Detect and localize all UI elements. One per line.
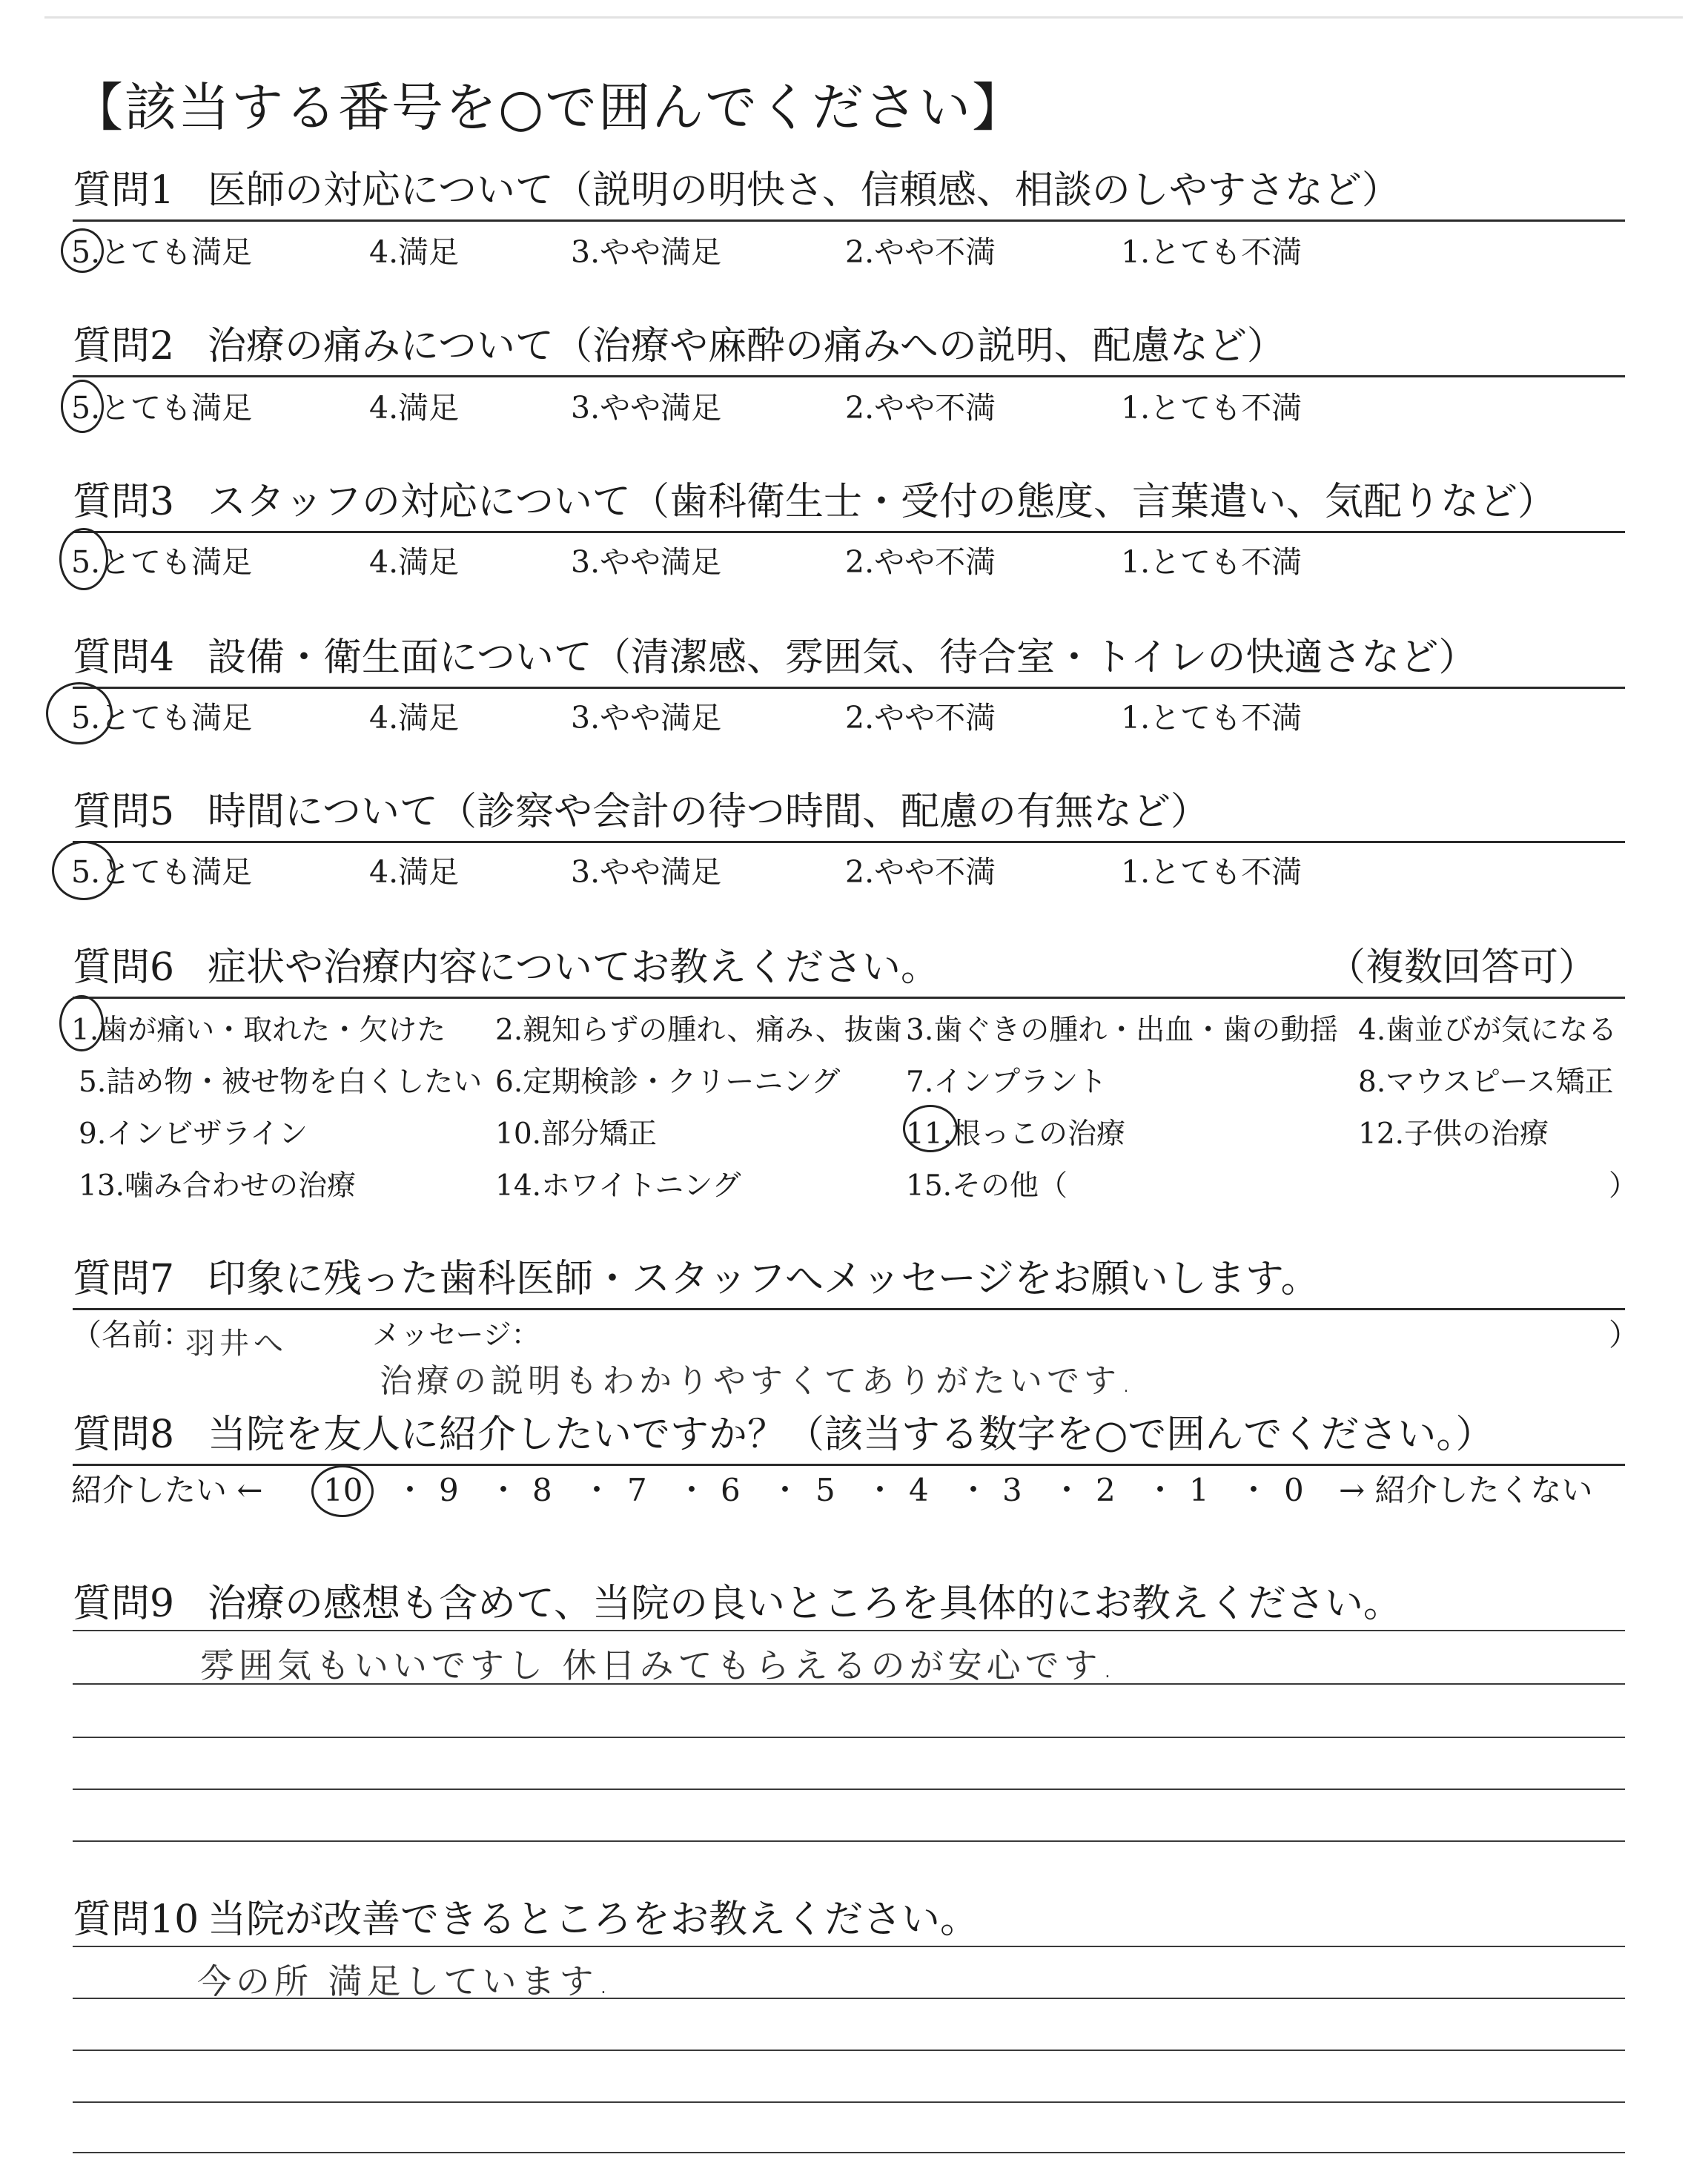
question-10 xyxy=(73,1894,979,1946)
question-3 xyxy=(73,476,1556,528)
scale-value-10[interactable]: 10 xyxy=(323,1472,363,1508)
question-8 xyxy=(73,1409,1494,1461)
question-number: 質問9 xyxy=(73,1582,175,1626)
rating-option-1[interactable]: 1.とても不満 xyxy=(1121,234,1302,270)
multiple-answer-note: （複数回答可） xyxy=(1326,945,1597,990)
question-5 xyxy=(73,786,1209,838)
selection-circle xyxy=(61,228,104,273)
selection-circle xyxy=(903,1105,958,1152)
top-border xyxy=(44,16,1683,19)
rule xyxy=(73,841,1625,843)
question-text: 印象に残った歯科医師・スタッフへメッセージをお願いします。 xyxy=(208,1257,1320,1301)
rating-option-3[interactable]: 3.やや満足 xyxy=(571,854,722,890)
rating-option-3[interactable]: 3.やや満足 xyxy=(571,700,722,736)
rating-option-5[interactable]: 5.とても満足 xyxy=(71,234,253,270)
symptom-item[interactable]: 3.歯ぐきの腫れ・出血・歯の動揺 xyxy=(906,1014,1339,1047)
name-handwriting: 羽井へ xyxy=(185,1327,288,1361)
question-text: 時間について（診察や会計の待つ時間、配慮の有無など） xyxy=(208,790,1209,834)
answer-line xyxy=(73,1840,1625,1842)
scale-value-9[interactable]: 9 xyxy=(439,1472,459,1508)
rating-option-5[interactable]: 5.とても満足 xyxy=(71,700,253,736)
question-text: 設備・衛生面について（清潔感、雰囲気、待合室・トイレの快適さなど） xyxy=(208,635,1477,680)
scale-value-8[interactable]: 8 xyxy=(532,1472,552,1508)
answer-handwriting: 雰囲気もいいですし 休日みてもらえるのが安心です. xyxy=(200,1645,1118,1685)
rating-option-3[interactable]: 3.やや満足 xyxy=(571,234,722,270)
answer-line xyxy=(73,1789,1625,1790)
rule xyxy=(73,531,1625,533)
question-number: 質問1 xyxy=(73,168,175,213)
question-number: 質問4 xyxy=(73,635,175,680)
answer-line xyxy=(73,2152,1625,2153)
symptom-item[interactable]: 14.ホワイトニング xyxy=(495,1169,741,1203)
selection-circle xyxy=(59,995,104,1051)
scale-value-2[interactable]: 2 xyxy=(1096,1472,1116,1508)
symptom-item[interactable]: 13.噛み合わせの治療 xyxy=(79,1169,357,1203)
question-number: 質問5 xyxy=(73,790,175,834)
rating-option-2[interactable]: 2.やや不満 xyxy=(845,390,996,426)
selection-circle xyxy=(52,841,116,900)
question-2 xyxy=(73,320,1285,372)
scale-dot: ・ xyxy=(1051,1472,1083,1508)
symptom-item[interactable]: 9.インビザライン xyxy=(79,1117,308,1151)
selection-circle xyxy=(311,1465,374,1517)
symptom-item[interactable]: 12.子供の治療 xyxy=(1358,1117,1549,1151)
answer-line xyxy=(73,1998,1625,1999)
question-number: 質問10 xyxy=(73,1898,199,1942)
question-number: 質問2 xyxy=(73,324,175,369)
rating-option-2[interactable]: 2.やや不満 xyxy=(845,854,996,890)
answer-handwriting: 今の所 満足しています. xyxy=(197,1961,614,2001)
question-text: 当院が改善できるところをお教えください。 xyxy=(208,1898,979,1942)
message-close-paren: ） xyxy=(1609,1317,1639,1353)
symptom-item[interactable]: 10.部分矯正 xyxy=(495,1117,658,1151)
rating-option-4[interactable]: 4.満足 xyxy=(369,700,460,736)
scale-dot: ・ xyxy=(1145,1472,1176,1508)
rating-option-2[interactable]: 2.やや不満 xyxy=(845,544,996,580)
scale-value-1[interactable]: 1 xyxy=(1189,1472,1209,1508)
rating-option-2[interactable]: 2.やや不満 xyxy=(845,700,996,736)
rating-option-4[interactable]: 4.満足 xyxy=(369,234,460,270)
rating-option-3[interactable]: 3.やや満足 xyxy=(571,390,722,426)
scale-dot: ・ xyxy=(394,1472,426,1508)
symptom-item[interactable]: 4.歯並びが気になる xyxy=(1358,1014,1618,1047)
question-number: 質問8 xyxy=(73,1413,175,1457)
rule xyxy=(73,1308,1625,1310)
name-label: （名前： xyxy=(71,1317,193,1353)
question-number: 質問3 xyxy=(73,480,175,524)
symptom-item[interactable]: 7.インプラント xyxy=(906,1066,1108,1099)
answer-line xyxy=(73,1946,1625,1947)
question-text: 治療の痛みについて（治療や麻酔の痛みへの説明、配慮など） xyxy=(208,324,1285,369)
rule xyxy=(73,687,1625,689)
scale-value-6[interactable]: 6 xyxy=(721,1472,741,1508)
rating-option-5[interactable]: 5.とても満足 xyxy=(71,390,253,426)
scale-dot: ・ xyxy=(581,1472,613,1508)
rating-option-3[interactable]: 3.やや満足 xyxy=(571,544,722,580)
scale-dot: ・ xyxy=(864,1472,896,1508)
answer-line xyxy=(73,1630,1625,1631)
answer-line xyxy=(73,1737,1625,1738)
answer-line xyxy=(73,2101,1625,2103)
question-number: 質問7 xyxy=(73,1257,175,1301)
rating-option-5[interactable]: 5.とても満足 xyxy=(71,544,253,580)
question-1 xyxy=(73,165,1400,217)
recommend-right-label: → 紹介したくない xyxy=(1339,1472,1593,1508)
scale-dot: ・ xyxy=(676,1472,708,1508)
rating-option-5[interactable]: 5.とても満足 xyxy=(71,854,253,890)
symptom-item[interactable]: 2.親知らずの腫れ、痛み、抜歯 xyxy=(495,1014,902,1047)
symptom-item[interactable]: 5.詰め物・被せ物を白くしたい xyxy=(79,1066,483,1099)
question-6 xyxy=(73,942,939,994)
scale-value-5[interactable]: 5 xyxy=(815,1472,835,1508)
symptom-other-close: ） xyxy=(1609,1169,1638,1203)
form-header: 【該当する番号を○で囲んでください】 xyxy=(71,77,1026,138)
selection-circle xyxy=(61,380,104,433)
answer-line xyxy=(73,2050,1625,2051)
rule xyxy=(73,375,1625,377)
rating-option-2[interactable]: 2.やや不満 xyxy=(845,234,996,270)
symptom-item[interactable]: 8.マウスピース矯正 xyxy=(1358,1066,1614,1099)
selection-circle xyxy=(46,682,113,744)
rating-option-1[interactable]: 1.とても不満 xyxy=(1121,390,1302,426)
scale-dot: ・ xyxy=(958,1472,990,1508)
symptom-item[interactable]: 11.根っこの治療 xyxy=(906,1117,1126,1151)
rule xyxy=(73,219,1625,222)
scale-dot: ・ xyxy=(488,1472,520,1508)
symptom-item[interactable]: 6.定期検診・クリーニング xyxy=(495,1066,841,1099)
question-7 xyxy=(73,1253,1320,1305)
question-text: 治療の感想も含めて、当院の良いところを具体的にお教えください。 xyxy=(208,1582,1402,1626)
rating-option-4[interactable]: 4.満足 xyxy=(369,544,460,580)
question-text: 当院を友人に紹介したいですか？（該当する数字を○で囲んでください。） xyxy=(208,1413,1494,1457)
rating-option-1[interactable]: 1.とても不満 xyxy=(1121,854,1302,890)
scale-dot: ・ xyxy=(769,1472,801,1508)
rule xyxy=(73,1464,1625,1466)
symptom-item[interactable]: 1.歯が痛い・取れた・欠けた xyxy=(71,1014,446,1047)
scale-value-3[interactable]: 3 xyxy=(1002,1472,1022,1508)
scale-value-4[interactable]: 4 xyxy=(909,1472,929,1508)
scale-value-0[interactable]: 0 xyxy=(1284,1472,1304,1508)
message-label: メッセージ： xyxy=(372,1318,540,1351)
rating-option-4[interactable]: 4.満足 xyxy=(369,854,460,890)
selection-circle xyxy=(59,528,108,590)
rating-option-1[interactable]: 1.とても不満 xyxy=(1121,544,1302,580)
answer-line xyxy=(73,1683,1625,1685)
rating-option-4[interactable]: 4.満足 xyxy=(369,390,460,426)
question-text: 症状や治療内容についてお教えください。 xyxy=(208,945,939,990)
scale-dot: ・ xyxy=(1238,1472,1270,1508)
recommend-left-label: 紹介したい ← xyxy=(71,1472,263,1508)
rule xyxy=(73,997,1625,999)
rating-option-1[interactable]: 1.とても不満 xyxy=(1121,700,1302,736)
message-handwriting: 治療の説明もわかりやすくてありがたいです. xyxy=(380,1362,1136,1400)
scale-value-7[interactable]: 7 xyxy=(627,1472,647,1508)
question-4 xyxy=(73,632,1477,684)
question-text: 医師の対応について（説明の明快さ、信頼感、相談のしやすさなど） xyxy=(208,168,1400,213)
question-text: スタッフの対応について（歯科衛生士・受付の態度、言葉遣い、気配りなど） xyxy=(208,480,1556,524)
question-9 xyxy=(73,1578,1402,1630)
symptom-item[interactable]: 15.その他（ xyxy=(906,1169,1068,1203)
question-number: 質問6 xyxy=(73,945,175,990)
